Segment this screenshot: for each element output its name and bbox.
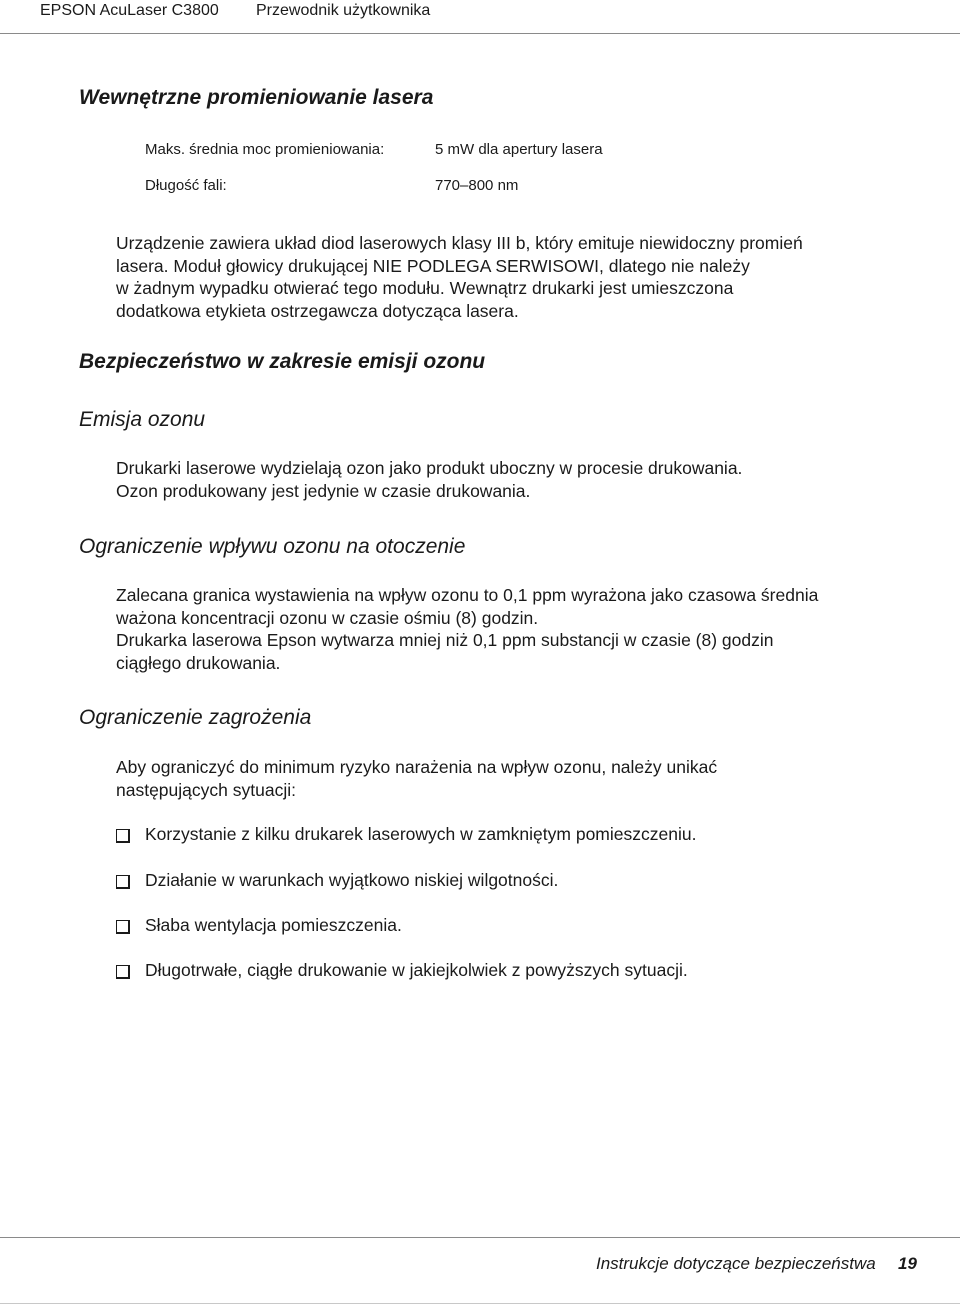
laser-paragraph-line: w żadnym wypadku otwierać tego modułu. Wewnątrz drukarki jest umieszczona	[116, 278, 734, 298]
laser-paragraph-line: Urządzenie zawiera układ diod laserowych klasy III b, który emituje niewidoczny promień	[116, 233, 803, 253]
spec-label-power: Maks. średnia moc promieniowania:	[145, 141, 385, 158]
limit-line: ważona koncentracji ozonu w czasie ośmiu (8) godzin.	[116, 607, 539, 628]
ozone-section-heading: Bezpieczeństwo w zakresie emisji ozonu	[79, 350, 486, 373]
risk-heading: Ograniczenie zagrożenia	[79, 706, 312, 729]
page-bottom-edge	[0, 1303, 960, 1304]
laser-section-heading: Wewnętrzne promieniowanie lasera	[79, 86, 434, 109]
spec-value-wavelength: 770–800 nm	[435, 177, 519, 194]
risk-line: Aby ograniczyć do minimum ryzyko narażenia na wpływ ozonu, należy unikać	[116, 757, 718, 777]
checkbox-bullet-icon	[116, 829, 130, 843]
laser-paragraph-line: dodatkowa etykieta ostrzegawcza dotycząca lasera.	[116, 300, 519, 321]
list-item	[116, 959, 688, 981]
spec-label-wavelength: Długość fali:	[145, 177, 227, 194]
list-item	[116, 869, 558, 891]
limit-line: ciągłego drukowania.	[116, 652, 281, 673]
list-item-text: Korzystanie z kilku drukarek laserowych w zamkniętym pomieszczeniu.	[145, 824, 697, 844]
list-item-text: Słaba wentylacja pomieszczenia.	[145, 915, 402, 935]
list-item-text: Długotrwałe, ciągłe drukowanie w jakiejkolwiek z powyższych sytuacji.	[145, 960, 688, 980]
checkbox-bullet-icon	[116, 965, 130, 979]
limit-line: Drukarka laserowa Epson wytwarza mniej niż 0,1 ppm substancji w czasie (8) godzin	[116, 630, 774, 650]
footer-divider	[0, 1237, 960, 1238]
list-item	[116, 823, 696, 845]
header-guide-title: Przewodnik użytkownika	[256, 2, 431, 19]
limit-paragraph	[116, 584, 906, 674]
laser-paragraph	[116, 232, 886, 322]
laser-paragraph-line: lasera. Moduł głowicy drukującej NIE PODLEGA SERWISOWI, dlatego nie należy	[116, 255, 750, 276]
risk-paragraph	[116, 756, 906, 801]
page-number: 19	[898, 1254, 917, 1273]
footer-section-title: Instrukcje dotyczące bezpieczeństwa	[596, 1254, 876, 1273]
checkbox-bullet-icon	[116, 920, 130, 934]
page-header	[0, 0, 960, 34]
checkbox-bullet-icon	[116, 875, 130, 889]
emission-heading: Emisja ozonu	[79, 408, 206, 431]
risk-line: następujących sytuacji:	[116, 779, 296, 800]
limit-line: Zalecana granica wystawienia na wpływ ozonu to 0,1 ppm wyrażona jako czasowa średnia	[116, 585, 819, 605]
spec-value-power: 5 mW dla apertury lasera	[435, 141, 603, 158]
emission-line: Drukarki laserowe wydzielają ozon jako produkt uboczny w procesie drukowania.	[116, 458, 743, 478]
emission-line: Ozon produkowany jest jedynie w czasie drukowania.	[116, 480, 531, 501]
limit-heading: Ograniczenie wpływu ozonu na otoczenie	[79, 535, 466, 558]
emission-paragraph	[116, 457, 906, 502]
list-item-text: Działanie w warunkach wyjątkowo niskiej wilgotności.	[145, 870, 559, 890]
header-product-name: EPSON AcuLaser C3800	[40, 2, 219, 19]
list-item	[116, 914, 402, 936]
